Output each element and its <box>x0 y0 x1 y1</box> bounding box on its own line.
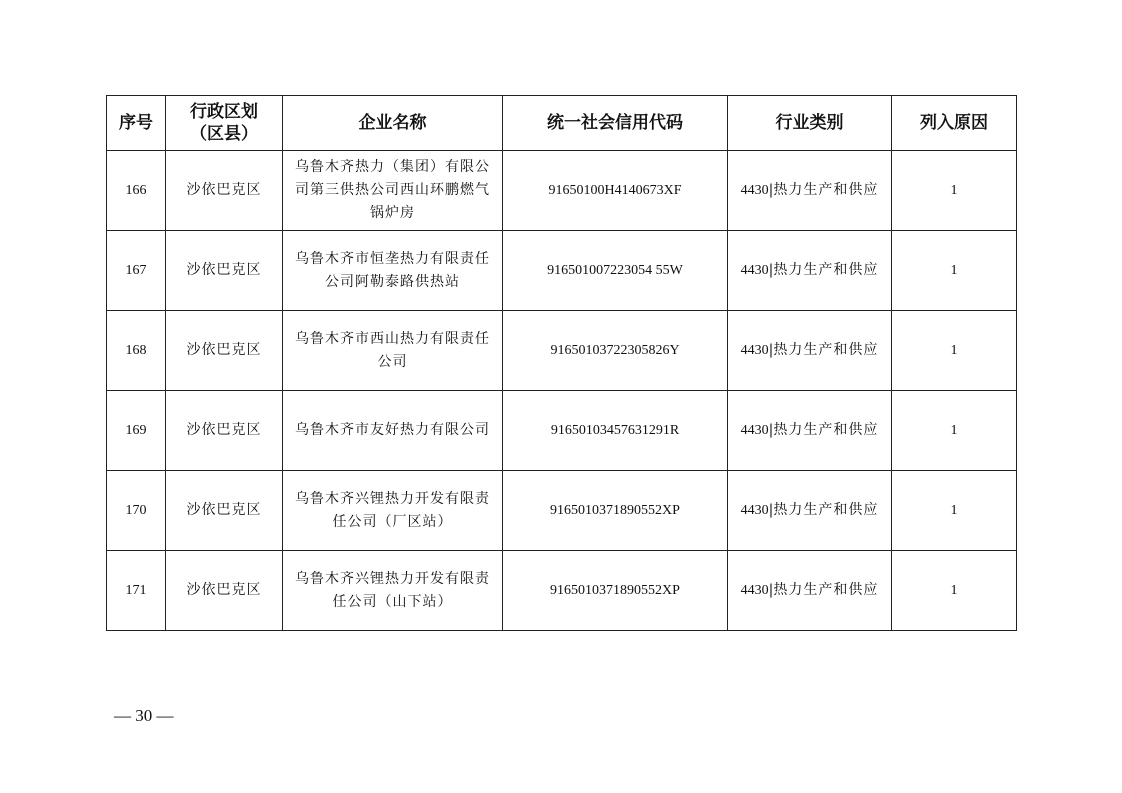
cell-seq: 171 <box>107 551 166 631</box>
cell-credit-code: 91650103457631291R <box>503 391 728 471</box>
industry-code: 4430 <box>740 503 769 518</box>
header-reason: 列入原因 <box>892 96 1017 151</box>
cell-company <box>283 471 503 551</box>
industry-name: 热力生产和供应 <box>773 422 879 438</box>
industry-name: 热力生产和供应 <box>773 502 879 518</box>
cell-seq: 169 <box>107 391 166 471</box>
cell-reason: 1 <box>892 391 1017 471</box>
cell-industry: 4430|热力生产和供应 <box>728 231 892 311</box>
industry-name: 热力生产和供应 <box>773 342 879 358</box>
cell-industry: 4430|热力生产和供应 <box>728 151 892 231</box>
cell-company <box>283 391 503 471</box>
table-row <box>107 471 1017 551</box>
cell-industry: 4430|热力生产和供应 <box>728 311 892 391</box>
company-name: 乌鲁木齐热力（集团）有限公司第三供热公司西山环鹏燃气锅炉房 <box>295 159 490 221</box>
cell-credit-code: 91650100H4140673XF <box>503 151 728 231</box>
industry-code: 4430 <box>740 263 769 278</box>
table-row <box>107 151 1017 231</box>
cell-reason: 1 <box>892 551 1017 631</box>
cell-region: 沙依巴克区 <box>166 311 283 391</box>
cell-company <box>283 151 503 231</box>
company-name: 乌鲁木齐市友好热力有限公司 <box>295 422 490 438</box>
company-name: 乌鲁木齐兴锂热力开发有限责任公司（厂区站） <box>295 490 490 530</box>
cell-company <box>283 311 503 391</box>
industry-code: 4430 <box>740 423 769 438</box>
header-credit-code: 统一社会信用代码 <box>503 96 728 151</box>
cell-seq: 166 <box>107 151 166 231</box>
cell-industry: 4430|热力生产和供应 <box>728 551 892 631</box>
header-region-line2: （区县） <box>190 124 258 144</box>
header-region <box>166 96 283 151</box>
cell-reason: 1 <box>892 471 1017 551</box>
cell-region: 沙依巴克区 <box>166 231 283 311</box>
industry-name: 热力生产和供应 <box>773 182 879 198</box>
table-row <box>107 231 1017 311</box>
page-number: — 30 — <box>114 706 174 725</box>
cell-reason: 1 <box>892 311 1017 391</box>
company-name: 乌鲁木齐市西山热力有限责任公司 <box>295 330 490 370</box>
cell-region: 沙依巴克区 <box>166 391 283 471</box>
cell-region: 沙依巴克区 <box>166 551 283 631</box>
cell-credit-code: 91650103722305826Y <box>503 311 728 391</box>
cell-seq: 170 <box>107 471 166 551</box>
cell-credit-code: 916501007223054 55W <box>503 231 728 311</box>
table-header-row <box>107 96 1017 151</box>
header-company: 企业名称 <box>283 96 503 151</box>
cell-seq: 167 <box>107 231 166 311</box>
cell-seq: 168 <box>107 311 166 391</box>
industry-name: 热力生产和供应 <box>773 262 879 278</box>
industry-code: 4430 <box>740 183 769 198</box>
header-seq: 序号 <box>107 96 166 151</box>
company-name: 乌鲁木齐市恒垄热力有限责任公司阿勒泰路供热站 <box>295 250 490 290</box>
cell-credit-code: 9165010371890552XP <box>503 471 728 551</box>
cell-region: 沙依巴克区 <box>166 471 283 551</box>
cell-company <box>283 231 503 311</box>
industry-name: 热力生产和供应 <box>773 582 879 598</box>
cell-industry: 4430|热力生产和供应 <box>728 471 892 551</box>
cell-region: 沙依巴克区 <box>166 151 283 231</box>
enterprise-table <box>106 95 1017 631</box>
header-industry: 行业类别 <box>728 96 892 151</box>
header-region-line1: 行政区划 <box>190 102 258 122</box>
table-row <box>107 551 1017 631</box>
table-row <box>107 391 1017 471</box>
cell-reason: 1 <box>892 151 1017 231</box>
cell-credit-code: 9165010371890552XP <box>503 551 728 631</box>
industry-code: 4430 <box>740 583 769 598</box>
cell-company <box>283 551 503 631</box>
table-row <box>107 311 1017 391</box>
cell-industry: 4430|热力生产和供应 <box>728 391 892 471</box>
company-name: 乌鲁木齐兴锂热力开发有限责任公司（山下站） <box>295 570 490 610</box>
industry-code: 4430 <box>740 343 769 358</box>
cell-reason: 1 <box>892 231 1017 311</box>
